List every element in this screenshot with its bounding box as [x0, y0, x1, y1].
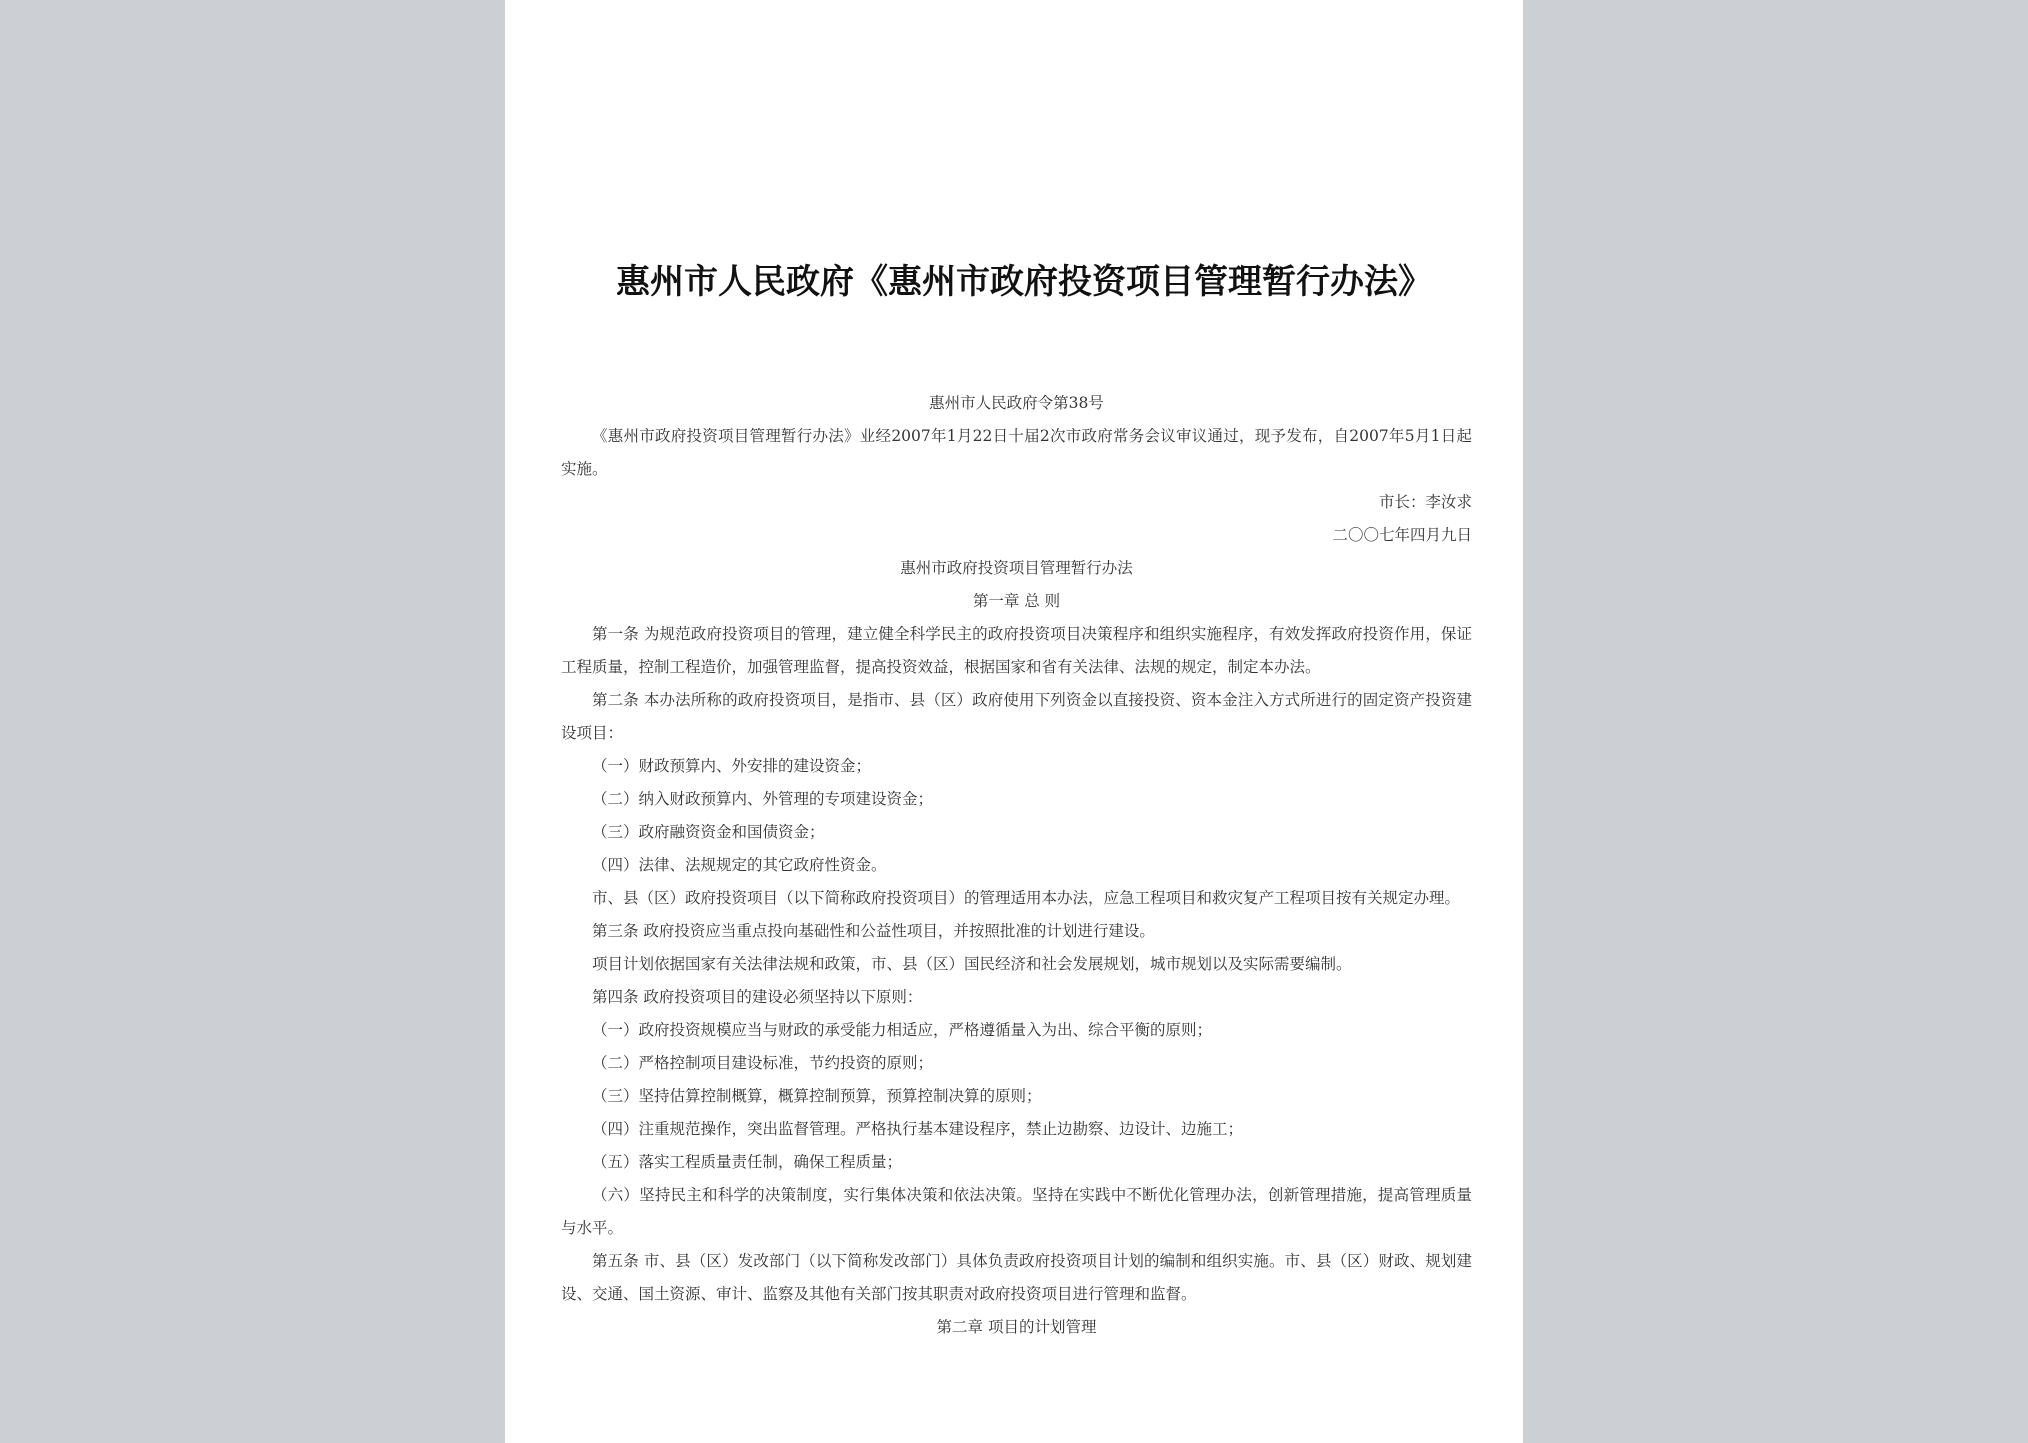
article-3-plan: 项目计划依据国家有关法律法规和政策，市、县（区）国民经济和社会发展规划，城市规划以及实际需要编制。	[592, 955, 1352, 973]
article-2-item-3: （三）政府融资资金和国债资金；	[592, 823, 825, 841]
chapter-heading-2: 第二章 项目的计划管理	[936, 1318, 1097, 1336]
article-4-item-4: （四）注重规范操作，突出监督管理。严格执行基本建设程序，禁止边勘察、边设计、边施工；	[592, 1120, 1244, 1138]
article-2-item-4: （四）法律、法规规定的其它政府性资金。	[592, 856, 887, 874]
article-2-item-1: （一）财政预算内、外安排的建设资金；	[592, 757, 872, 775]
article-4-item-1: （一）政府投资规模应当与财政的承受能力相适应，严格遵循量入为出、综合平衡的原则；	[592, 1021, 1213, 1039]
article-2-scope: 市、县（区）政府投资项目（以下简称政府投资项目）的管理适用本办法，应急工程项目和救灾复产工程项目按有关规定办理。	[592, 889, 1461, 907]
regulation-subtitle: 惠州市政府投资项目管理暂行办法	[900, 559, 1133, 577]
article-4-item-2: （二）严格控制项目建设标准，节约投资的原则；	[592, 1054, 934, 1072]
article-4-item-5: （五）落实工程质量责任制，确保工程质量；	[592, 1153, 903, 1171]
article-4-item-6: （六）坚持民主和科学的决策制度，实行集体决策和依法决策。坚持在实践中不断优化管理办法，创新管理措施，提高管理质量与水平。	[561, 1186, 1472, 1237]
article-4-item-3: （三）坚持估算控制概算，概算控制预算，预算控制决算的原则；	[592, 1087, 1042, 1105]
document-body	[561, 387, 1472, 1344]
article-4: 第四条 政府投资项目的建设必须坚持以下原则：	[592, 988, 923, 1006]
order-number: 惠州市人民政府令第38号	[929, 394, 1104, 412]
article-2-item-2: （二）纳入财政预算内、外管理的专项建设资金；	[592, 790, 934, 808]
document-title: 惠州市人民政府《惠州市政府投资项目管理暂行办法》	[616, 262, 1432, 302]
article-5: 第五条 市、县（区）发改部门（以下简称发改部门）具体负责政府投资项目计划的编制和组织实施。市、县（区）财政、规划建设、交通、国土资源、审计、监察及其他有关部门按其职责对政府投资项目进行管理和监督。	[561, 1252, 1472, 1303]
intro-paragraph: 《惠州市政府投资项目管理暂行办法》业经2007年1月22日十届2次市政府常务会议审议通过，现予发布，自2007年5月1日起实施。	[561, 427, 1472, 478]
document-page	[505, 0, 1523, 1443]
article-1: 第一条 为规范政府投资项目的管理，建立健全科学民主的政府投资项目决策程序和组织实施程序，有效发挥政府投资作用，保证工程质量，控制工程造价，加强管理监督，提高投资效益，根据国家和省有关法律、法规的规定，制定本办法。	[561, 625, 1472, 676]
article-2: 第二条 本办法所称的政府投资项目，是指市、县（区）政府使用下列资金以直接投资、资本金注入方式所进行的固定资产投资建设项目：	[561, 691, 1472, 742]
issue-date: 二〇〇七年四月九日	[1332, 526, 1472, 544]
article-3: 第三条 政府投资应当重点投向基础性和公益性项目，并按照批准的计划进行建设。	[592, 922, 1155, 940]
signature: 市长：李汝求	[1378, 493, 1472, 511]
chapter-heading: 第一章 总 则	[972, 592, 1061, 610]
